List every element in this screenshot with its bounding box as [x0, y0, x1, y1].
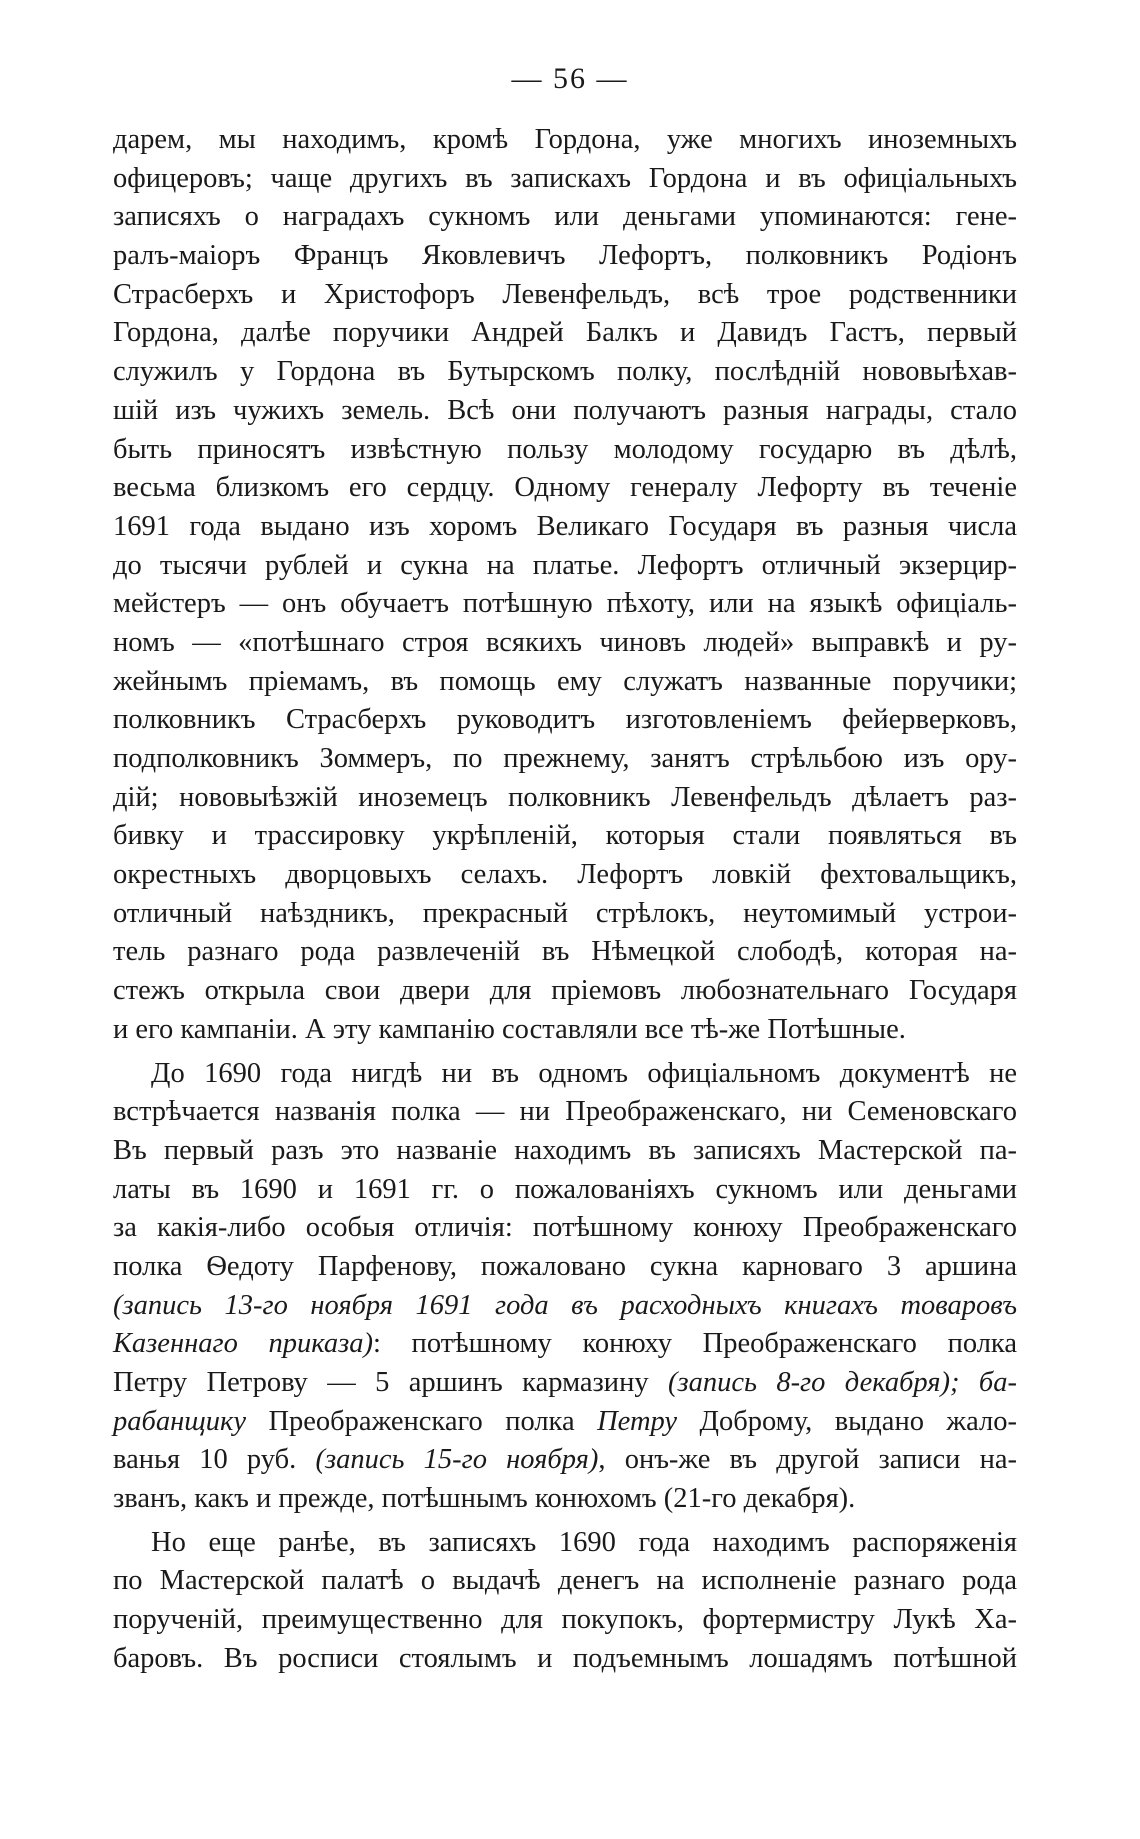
italic-text: Казеннаго приказа)	[113, 1328, 373, 1360]
text-line	[113, 1287, 1017, 1326]
text: дарем, мы находимъ, кромѣ Гордона, уже многихъ иноземныхъ	[113, 124, 1017, 155]
text: полка Ѳедоту Парфенову, пожаловано сукна карноваго 3 аршина	[113, 1250, 1017, 1282]
text: 1691 года выдано изъ хоромъ Великаго Государя въ разныя числа	[113, 510, 1017, 542]
text: Петру Петрову — 5 аршинъ кармазину	[113, 1367, 668, 1398]
text: ралъ-маіоръ Францъ Яковлевичъ Лефортъ, полковникъ Родіонъ	[113, 240, 1017, 272]
italic-text: (запись 8-го декабря); ба-	[667, 1367, 1017, 1398]
text: весьма близкомъ его сердцу. Одному генералу Лефорту въ теченіе	[113, 472, 1017, 504]
text-line	[113, 624, 1017, 663]
text-line	[113, 1093, 1017, 1132]
text: : потѣшному конюху Преображенскаго полка	[372, 1328, 1017, 1360]
text: до тысячи рублей и сукна на платье. Лефортъ отличный экзерцир-	[113, 549, 1017, 581]
italic-text: (запись 15-го ноября)	[315, 1444, 599, 1476]
text-line	[113, 431, 1017, 470]
text: офицеровъ; чаще другихъ въ запискахъ Гордона и въ офиціальныхъ	[113, 162, 1017, 194]
text: и его кампаніи. А эту кампанію составляли все тѣ-же Потѣшные.	[113, 1013, 906, 1045]
text-line	[113, 1364, 1017, 1403]
text-line	[113, 701, 1017, 740]
text-line	[113, 779, 1017, 818]
text-line	[113, 547, 1017, 586]
text-line	[113, 508, 1017, 547]
text-line	[113, 1562, 1017, 1601]
text-line	[113, 1441, 1017, 1480]
text-line	[113, 1325, 1017, 1364]
text: званъ, какъ и прежде, потѣшнымъ конюхомъ (21-го декабря).	[113, 1483, 856, 1515]
text-line	[113, 392, 1017, 431]
text: Гордона, далѣе поручики Андрей Балкъ и Давидъ Гастъ, первый	[113, 317, 1017, 349]
text-line	[113, 1011, 1017, 1050]
text: шій изъ чужихъ земель. Всѣ они получаютъ разныя награды, стало	[113, 394, 1017, 426]
text-line	[113, 1171, 1017, 1210]
text: Преображенскаго полка	[245, 1405, 598, 1437]
text: До 1690 года нигдѣ ни въ одномъ офиціальномъ документѣ не	[151, 1057, 1017, 1089]
text-line	[113, 895, 1017, 934]
text-line	[113, 1132, 1017, 1171]
text: записяхъ о наградахъ сукномъ или деньгами упоминаются: гене-	[113, 201, 1017, 233]
text: подполковникъ Зоммеръ, по прежнему, занятъ стрѣльбою изъ ору-	[113, 743, 1017, 774]
text-line	[113, 856, 1017, 895]
text: полковникъ Страсберхъ руководитъ изготовленіемъ фейерверковъ,	[113, 704, 1017, 736]
italic-text: Петру	[597, 1405, 678, 1437]
text: тель разнаго рода развлеченій въ Нѣмецкой слободѣ, которая на-	[113, 936, 1017, 968]
body-text	[113, 121, 1017, 1679]
text: номъ — «потѣшнаго строя всякихъ чиновъ людей» выправкѣ и ру-	[113, 626, 1017, 658]
text-line	[113, 933, 1017, 972]
text-line	[113, 663, 1017, 702]
text: бивку и трассировку укрѣпленій, которыя стали появляться въ	[113, 820, 1017, 852]
text-line	[113, 237, 1017, 276]
text: , онъ-же въ другой записи на-	[598, 1444, 1017, 1476]
text-line	[113, 1209, 1017, 1248]
text-line	[113, 1403, 1017, 1442]
text: быть приносятъ извѣстную пользу молодому государю въ дѣлѣ,	[113, 433, 1017, 465]
text: дій; нововыѣзжій иноземецъ полковникъ Левенфельдъ дѣлаетъ раз-	[113, 781, 1017, 813]
text-line	[113, 1640, 1017, 1679]
text-line	[113, 1601, 1017, 1640]
text: Доброму, выдано жало-	[677, 1405, 1017, 1437]
text: за какія-либо особыя отличія: потѣшному конюху Преображенскаго	[113, 1212, 1017, 1244]
text: Въ первый разъ это названіе находимъ въ записяхъ Мастерской па-	[113, 1134, 1017, 1166]
text: отличный наѣздникъ, прекрасный стрѣлокъ, неутомимый устрои-	[113, 897, 1017, 929]
text: по Мастерской палатѣ о выдачѣ денегъ на исполненіе разнаго рода	[113, 1565, 1017, 1597]
text-line	[113, 1480, 1017, 1519]
text-line	[113, 121, 1017, 160]
text: баровъ. Въ росписи стоялымъ и подъемнымъ лошадямъ потѣшной	[113, 1642, 1017, 1674]
text-line	[113, 817, 1017, 856]
italic-text: рабанщику	[113, 1405, 246, 1437]
page-number: — 56 —	[511, 62, 629, 95]
text-line	[113, 160, 1017, 199]
text: стежъ открыла свои двери для пріемовъ любознательнаго Государя	[113, 975, 1017, 1007]
text-line	[113, 1055, 1017, 1094]
text: Страсберхъ и Христофоръ Левенфельдъ, всѣ трое родственники	[113, 278, 1017, 310]
text-line	[113, 740, 1017, 779]
text-line	[113, 469, 1017, 508]
text: Но еще ранѣе, въ записяхъ 1690 года находимъ распоряженія	[151, 1526, 1017, 1558]
text-line	[113, 972, 1017, 1011]
text: латы въ 1690 и 1691 гг. о пожалованіяхъ сукномъ или деньгами	[113, 1173, 1017, 1205]
text: встрѣчается названія полка — ни Преображенскаго, ни Семеновскаго	[113, 1096, 1017, 1128]
text: порученій, преимущественно для покупокъ, фортермистру Лукѣ Ха-	[113, 1604, 1017, 1636]
text-line	[113, 198, 1017, 237]
text-line	[113, 353, 1017, 392]
text: служилъ у Гордона въ Бутырскомъ полку, послѣдній нововыѣхав-	[113, 356, 1017, 388]
text: жейнымъ пріемамъ, въ помощь ему служатъ названные поручики;	[113, 665, 1017, 697]
text: окрестныхъ дворцовыхъ селахъ. Лефортъ ловкій фехтовальщикъ,	[113, 859, 1017, 891]
italic-text: (запись 13-го ноября 1691 года въ расходныхъ книгахъ товаровъ	[113, 1289, 1017, 1321]
text-line	[113, 1524, 1017, 1563]
text: мейстеръ — онъ обучаетъ потѣшную пѣхоту, или на языкѣ офиціаль-	[113, 588, 1017, 620]
text-line	[113, 1248, 1017, 1287]
text: ванья 10 руб.	[113, 1444, 316, 1476]
text-line	[113, 276, 1017, 315]
text-line	[113, 585, 1017, 624]
text-line	[113, 314, 1017, 353]
